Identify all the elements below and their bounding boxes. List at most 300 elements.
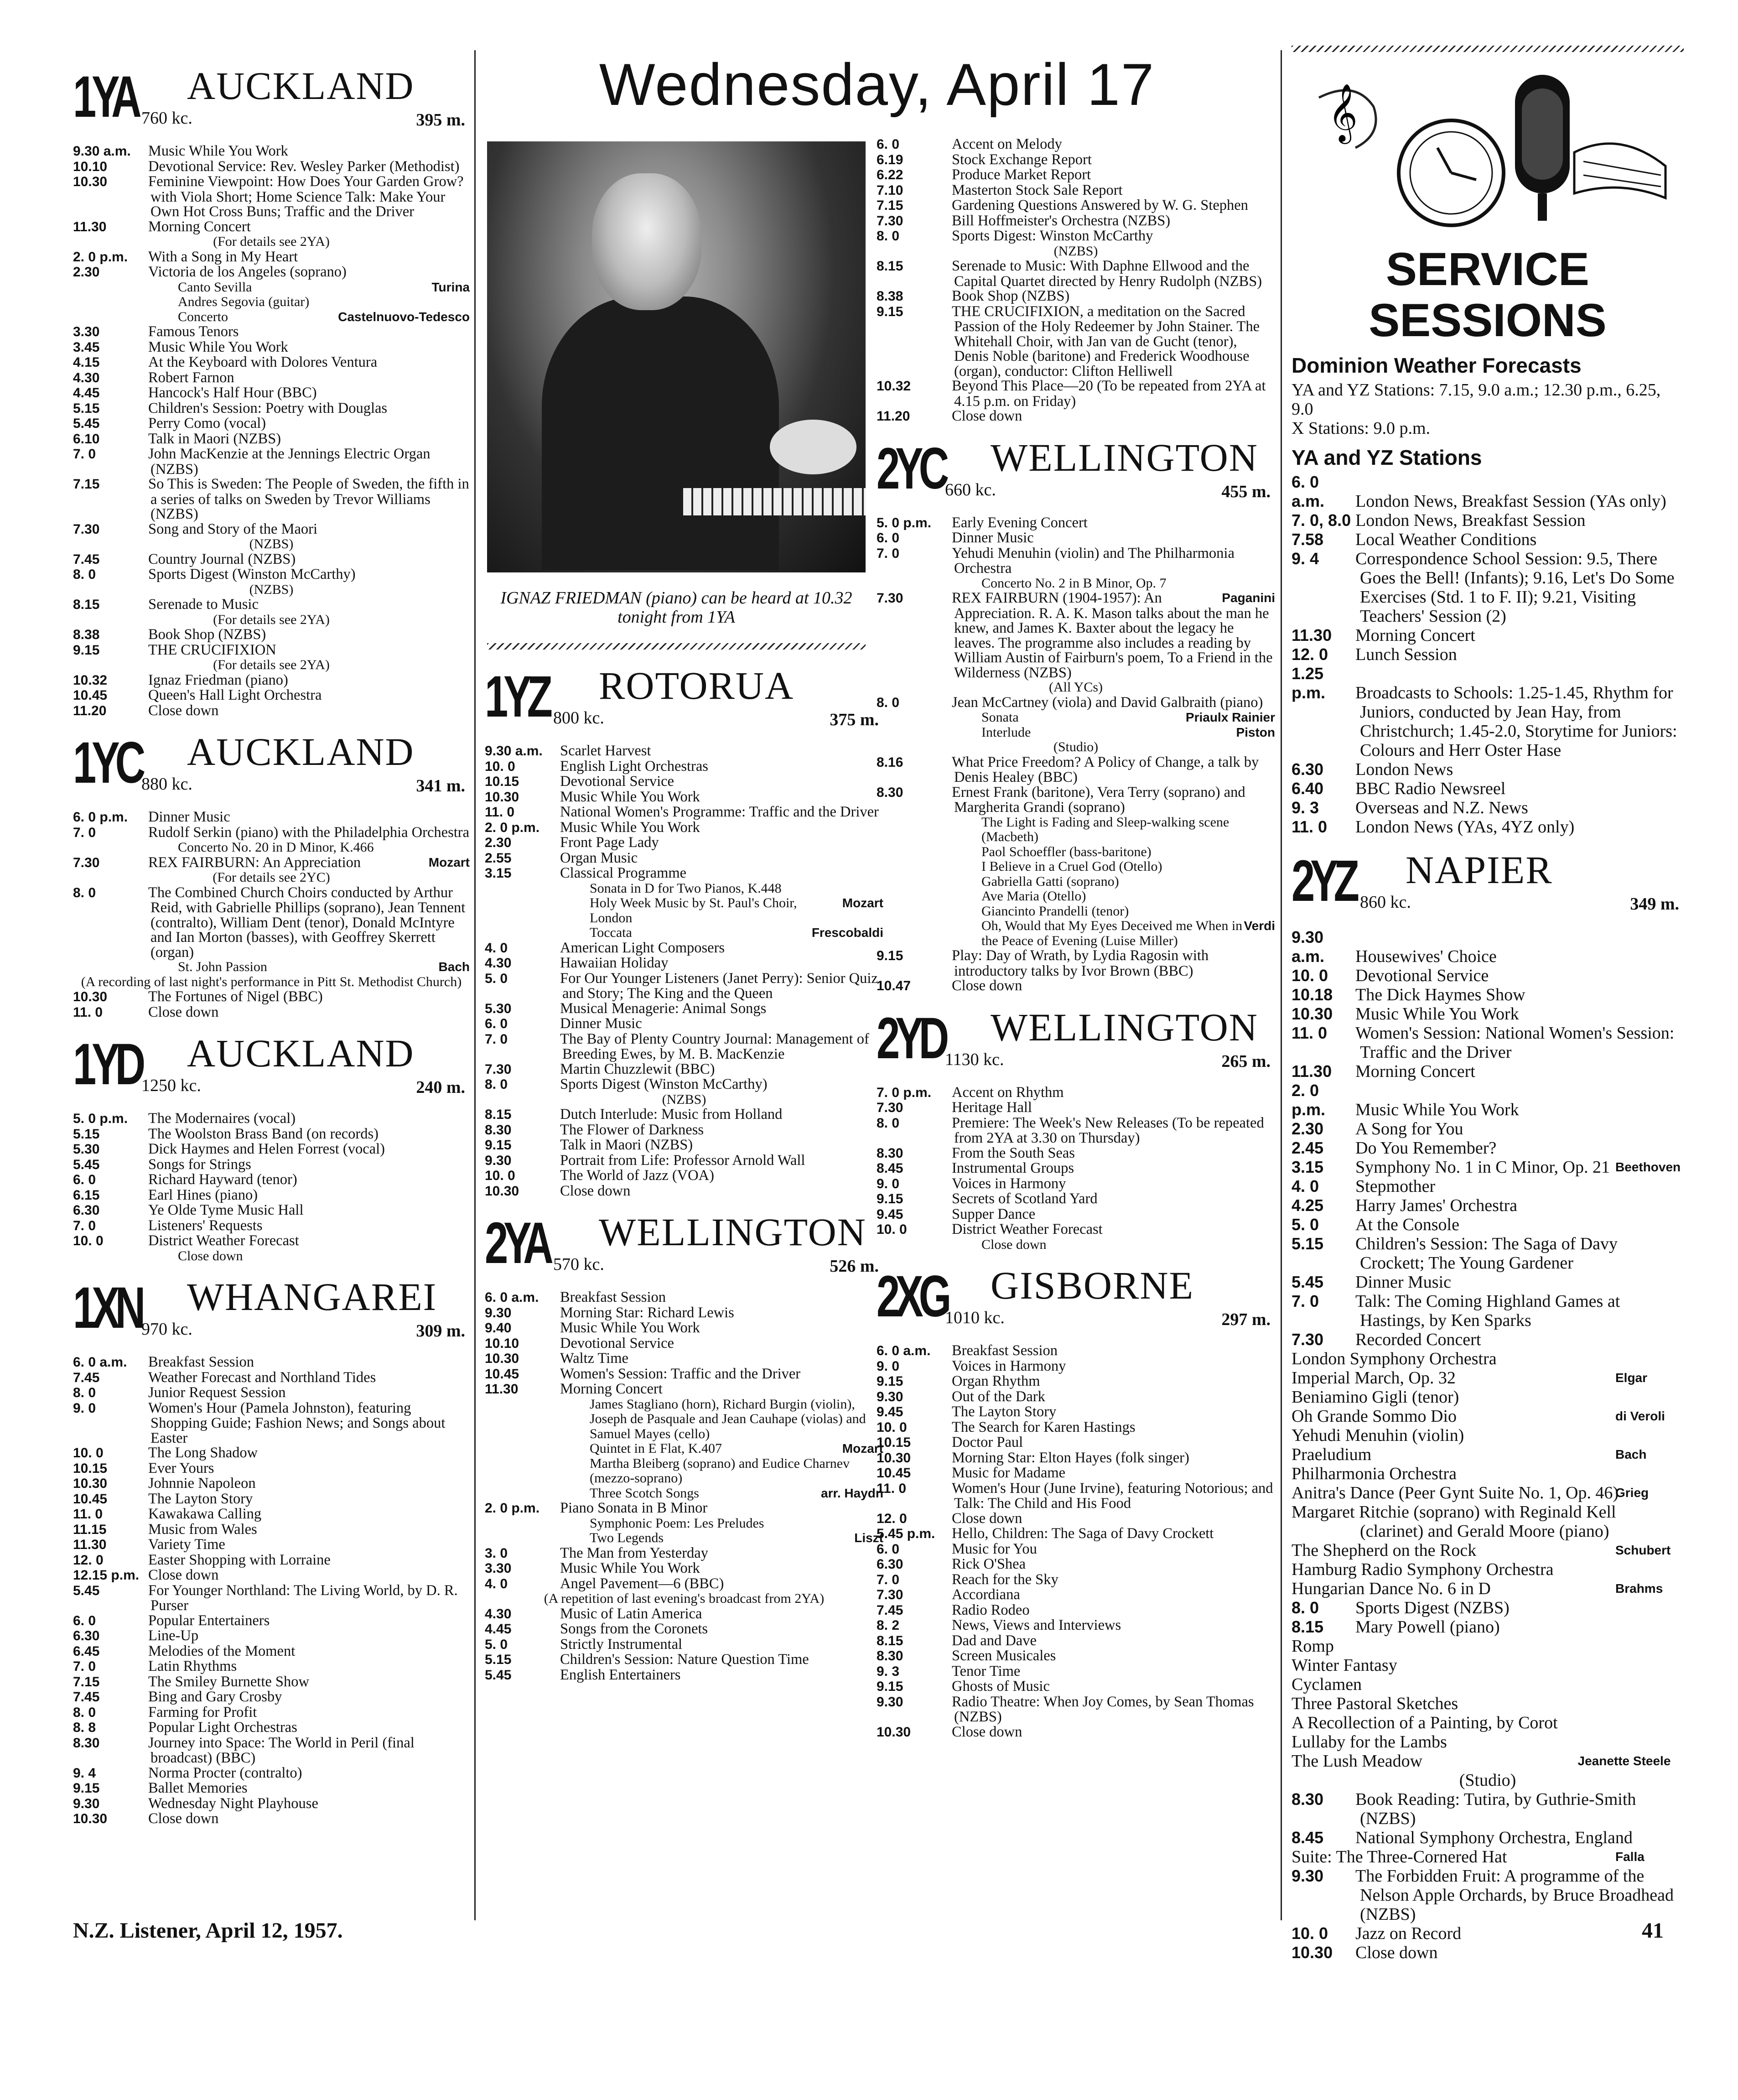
program-entry [877,1100,1275,1116]
program-title: Music from Wales [148,1521,257,1538]
column-rule-left [474,50,476,1920]
program-title: From the South Seas [952,1144,1075,1161]
program-title: For Younger Northland: The Living World, by D. R. Purser [148,1582,458,1614]
detail-text: Close down [178,1248,243,1263]
program-title: Premiere: The Week's New Releases (To be repeated from 2YA at 3.30 on Thursday) [952,1114,1264,1146]
program-detail [877,576,1275,591]
program-time: 8.15 [73,597,100,612]
program-time: 9. 0 [73,1400,96,1416]
program-title: Book Reading: Tutira, by Guthrie-Smith (NZBS) [1355,1790,1636,1828]
program-time: 7.45 [877,1602,903,1618]
program-time: 11. 0 [73,1507,103,1522]
detail-text: Concerto No. 20 in D Minor, K.466 [178,840,374,855]
program-entry [73,1218,470,1234]
program-detail [1292,1656,1684,1675]
program-entry [73,416,470,431]
program-title: National Women's Programme: Traffic and the Driver [560,804,879,820]
program-time: 9.30 [485,1153,512,1168]
composer-name: Frescobaldi [811,925,883,940]
program-entry [1292,1828,1684,1847]
station-city: GISBORNE [991,1263,1194,1307]
program-time: 9.30 a.m. [485,743,543,759]
composer-name: Piston [1236,725,1275,739]
station-city: WHANGAREI [187,1275,437,1319]
program-time: 6.30 [877,1557,903,1572]
program-time: 7.30 [877,213,903,229]
program-entry [73,567,470,582]
program-time: 9. 0 [877,1358,900,1374]
program-entry [877,695,1275,711]
photo-figure-hand [770,420,856,474]
program-time: 10.15 [73,1461,108,1476]
program-time: 5. 0 p.m. [877,515,932,530]
program-entry [485,941,883,956]
program-entry [73,1157,470,1173]
program-detail [73,1249,470,1264]
program-title: Dad and Dave [952,1632,1037,1649]
program-entry [485,866,883,881]
detail-text: Three Pastoral Sketches [1292,1694,1458,1713]
program-title: Johnnie Napoleon [148,1475,256,1492]
program-time: 7.30 [877,1100,903,1115]
program-entry [485,1305,883,1321]
program-title: The Layton Story [952,1403,1057,1420]
detail-text: Winter Fantasy [1292,1656,1397,1675]
microphone-clock-illustration [1301,61,1675,244]
composer-name: Castelnuovo-Tedesco [338,309,470,324]
program-detail [485,881,883,896]
station-call-sign: 2YC [877,436,945,501]
program-time: 12.15 p.m. [73,1568,140,1583]
program-title: Scarlet Harvest [560,743,651,759]
program-time: 6.10 [73,431,100,447]
program-title: Feminine Viewpoint: How Does Your Garden Grow? with Viola Short; Home Science Talk: Make Your Own Hot Cross Buns; Traffic and the Driver [148,173,464,220]
program-title: Dinner Music [1355,1273,1452,1292]
program-entry [1292,985,1684,1004]
program-title: Latin Rhythms [148,1658,237,1674]
program-entry [877,304,1275,379]
program-entry [877,1450,1275,1466]
program-entry [1292,511,1684,530]
program-entry [1292,760,1684,779]
program-title: The Flower of Darkness [560,1121,704,1138]
program-entry [1292,928,1684,966]
program-entry [73,1005,470,1020]
station-city: AUCKLAND [187,64,415,108]
program-entry [73,1188,470,1203]
program-title: Morning Star: Elton Hayes (folk singer) [952,1449,1189,1466]
program-time: 7.30 [73,521,100,537]
program-title: BBC Radio Newsreel [1355,779,1506,798]
column-1 [73,52,470,1827]
program-time: 9.45 [877,1206,903,1222]
detail-text: The Lush Meadow [1292,1752,1423,1771]
program-time: 8. 0 [877,695,900,710]
program-entry [877,1420,1275,1435]
program-title: Close down [952,977,1022,994]
program-time: 10.45 [877,1466,911,1481]
program-title: Wednesday Night Playhouse [148,1795,318,1812]
station-wavelength: 309 m. [416,1321,465,1341]
program-title: The Man from Yesterday [560,1544,708,1561]
program-time: 10.30 [877,1724,911,1740]
detail-text: Concerto No. 2 in B Minor, Op. 7 [981,575,1167,591]
program-entry [1292,1330,1684,1349]
station-call-sign: 2YZ [1292,848,1355,914]
program-entry [485,820,883,836]
program-title: Morning Concert [148,218,251,235]
program-list [73,144,470,718]
station-city: AUCKLAND [187,1031,415,1075]
program-time: 10.30 [485,789,519,805]
program-title: Hello, Children: The Saga of Davy Crockett [952,1525,1214,1542]
program-detail: Bach Praeludium [1292,1445,1647,1464]
program-entry [73,1445,470,1461]
program-time: 7. 0 [485,1031,508,1047]
service-top-rule [1292,46,1684,52]
program-title: Kawakawa Calling [148,1506,262,1522]
detail-text: Oh, Would that My Eyes Deceived me When in the Peace of Evening (Luise Miller) [981,918,1243,948]
program-title: Beyond This Place—20 (To be repeated from 2YA at 4.15 p.m. on Friday) [952,378,1266,410]
program-time: 9.15 [877,1191,903,1206]
program-note: (NZBS) [1053,243,1098,259]
program-time: 8.30 [877,1648,903,1663]
station-header-1yd [73,1031,470,1111]
program-title: A Song for You [1355,1119,1463,1138]
program-title: Dinner Music [560,1015,642,1032]
composer-name: Mozart [428,855,470,869]
program-time: 2.45 [1292,1138,1324,1157]
program-time: 5. 0 [485,1637,508,1652]
composer-name: Priaulx Rainier [1185,710,1275,724]
program-title: Music of Latin America [560,1605,702,1622]
program-entry [877,409,1275,424]
program-time: 10.45 [73,688,108,703]
program-detail [1292,1388,1684,1407]
program-entry [1292,549,1684,626]
program-title: Front Page Lady [560,834,659,851]
program-time: 10. 0 [73,1233,104,1248]
program-title: Bill Hoffmeister's Orchestra (NZBS) [952,212,1171,229]
program-entry [877,1542,1275,1557]
program-entry [877,229,1275,244]
program-entry [1292,1138,1684,1158]
program-entry [73,1674,470,1690]
program-detail [73,310,470,325]
program-entry [485,743,883,759]
program-entry [73,385,470,401]
program-entry [1292,1024,1684,1062]
program-title: Symphony No. 1 in C Minor, Op. 21 [1355,1158,1610,1177]
program-title: Children's Session: The Saga of Davy Crockett; The Young Gardener [1355,1234,1618,1273]
program-time: 10.30 [73,1811,108,1826]
program-title: Jazz on Record [1355,1924,1462,1943]
program-entry [485,835,883,851]
program-time: 9.15 [485,1138,512,1153]
program-time: 11.30 [485,1382,519,1397]
program-time: 11.30 [73,219,107,234]
program-title: Doctor Paul [952,1434,1023,1450]
detail-text: Lullaby for the Lambs [1292,1732,1447,1752]
program-entry [1292,1292,1684,1330]
program-time: 11.30 [1292,1062,1332,1081]
program-time: 7.10 [877,182,903,198]
station-header-2ya [485,1212,883,1290]
composer-name: Mozart [842,1441,883,1455]
detail-text: The Light is Fading and Sleep-walking scene (Macbeth) [981,814,1230,844]
program-title: Popular Light Orchestras [148,1719,297,1736]
program-title: The Bay of Plenty Country Journal: Management of Breeding Ewes, by M. B. MacKenzie [560,1030,869,1062]
station-frequency: 860 kc. [1360,893,1411,912]
program-time: 8.30 [1292,1790,1324,1809]
program-entry [877,1146,1275,1161]
program-title: Victoria de los Angeles (soprano) [148,264,347,280]
program-time: 5.45 [485,1667,512,1683]
program-entry [73,250,470,265]
program-time: 6. 0 a.m. [1292,473,1325,510]
program-entry [485,790,883,805]
detail-text: Oh Grande Sommo Dio [1292,1407,1457,1426]
station-wavelength: 349 m. [1630,894,1679,914]
program-detail [877,1237,1275,1253]
program-time: 12. 0 [1292,645,1328,664]
program-entry [1292,1177,1684,1196]
program-title: Portrait from Life: Professor Arnold Wall [560,1152,805,1169]
program-entry [1292,1215,1684,1234]
program-entry [485,1032,883,1062]
program-title: Songs from the Coronets [560,1621,708,1637]
program-title: Heritage Hall [952,1099,1032,1116]
program-entry [877,152,1275,168]
column-2 [485,652,883,1683]
program-title: Hancock's Half Hour (BBC) [148,385,317,401]
program-entry [73,1644,470,1659]
program-title: Women's Hour (Pamela Johnston), featuring Shopping Guide; Fashion News; and Songs about Easter [148,1399,446,1446]
program-title: Sports Digest: Winston McCarthy [952,228,1153,244]
program-detail: Elgar Imperial March, Op. 32 [1292,1368,1648,1388]
program-title: Book Shop (NZBS) [952,288,1070,304]
program-entry [73,431,470,447]
program-title: Journey into Space: The World in Peril (final broadcast) (BBC) [148,1734,415,1766]
program-title: Waltz Time [560,1350,628,1367]
program-time: 9.30 [1292,1866,1324,1885]
program-title: Ghosts of Music [952,1678,1050,1695]
program-time: 2.30 [1292,1119,1324,1138]
program-time: 5.45 [1292,1273,1324,1291]
program-title: Screen Musicales [952,1648,1056,1664]
program-title: Morning Concert [1355,626,1475,645]
program-list [877,515,1275,994]
station-call-sign: 2YA [485,1211,549,1276]
program-time: 6.15 [73,1187,100,1203]
program-title: London News, Breakfast Session [1355,511,1586,530]
program-detail: Brahms Hungarian Dance No. 6 in D [1292,1579,1663,1598]
program-detail [485,1441,883,1456]
detail-text: Cyclamen [1292,1675,1362,1694]
program-entry [485,1652,883,1668]
program-time: 9.30 a.m. [1292,928,1325,966]
program-entry [485,1546,883,1561]
program-entry [73,219,470,235]
station-wavelength: 375 m. [830,710,879,729]
program-time: 10. 0 [877,1419,907,1435]
program-entry [73,1492,470,1507]
program-entry [485,1184,883,1199]
photo-figure-face [592,173,701,310]
program-time: 4. 0 [485,1576,508,1591]
program-time: 3.45 [73,339,100,355]
program-time: 9.40 [485,1320,512,1336]
program-entry [73,1355,470,1370]
program-title: Listeners' Requests [148,1217,263,1234]
program-entry [485,1576,883,1592]
program-title: Produce Market Report [952,166,1091,183]
detail-text: Beniamino Gigli (tenor) [1292,1388,1459,1407]
program-time: 10. 0 [73,1445,104,1461]
program-title: Robert Farnon [148,369,234,386]
program-time: 8. 0 [73,567,96,582]
program-title: Instrumental Groups [952,1160,1074,1176]
program-time: 10.45 [485,1366,519,1382]
detail-text: I Believe in a Cruel God (Otello) [981,859,1162,874]
program-title: Women's Session: National Women's Session: Traffic and the Driver [1355,1024,1675,1062]
program-title: Close down [560,1182,631,1199]
napier-listing [1292,850,1684,1962]
program-time: 5.45 [73,1583,100,1598]
program-entry [485,1320,883,1336]
program-time: 11.20 [73,703,107,718]
program-time: 8.45 [1292,1828,1324,1847]
program-entry [73,673,470,688]
program-title: Richard Hayward (tenor) [148,1171,297,1188]
program-title: Country Journal (NZBS) [148,551,296,567]
program-entry [877,1618,1275,1633]
program-detail [1292,1675,1684,1694]
detail-text: Anitra's Dance (Peer Gynt Suite No. 1, Op. 46) [1292,1483,1619,1502]
program-entry [485,1668,883,1683]
program-time: 9.30 [73,1796,100,1811]
program-title: Masterton Stock Sale Report [952,182,1123,198]
program-entry [1292,1866,1684,1924]
program-entry [1292,645,1684,664]
caption-divider [487,643,866,650]
station-frequency: 880 kc. [141,775,192,794]
program-entry [877,591,1275,680]
station-city: ROTORUA [599,664,794,707]
program-title: Voices in Harmony [952,1175,1066,1192]
program-title: For Our Younger Listeners (Janet Perry): Senior Quiz and Story; The King and the Queen [560,970,878,1002]
program-title: Children's Session: Nature Question Time [560,1651,809,1668]
program-title: Hawaiian Holiday [560,955,669,971]
program-title: Earl Hines (piano) [148,1186,258,1203]
station-header-1yz [485,666,883,743]
program-note: (Studio) [1053,739,1099,754]
program-title: Melodies of the Moment [148,1643,296,1659]
program-time: 11.30 [73,1537,107,1552]
program-time: 5.15 [73,1126,100,1142]
program-detail [485,925,883,941]
program-entry [73,1720,470,1736]
program-entry [73,324,470,340]
program-entry [73,144,470,159]
program-detail [1292,1713,1684,1732]
program-time: 10.30 [1292,1943,1333,1962]
program-detail [1292,1426,1684,1445]
program-time: 6. 0 a.m. [877,1343,931,1358]
program-time: 11.30 [1292,626,1332,645]
program-entry [877,948,1275,978]
program-time: 6. 0 [73,1172,96,1187]
program-time: 6. 0 [877,1541,900,1557]
photo-caption: IGNAZ FRIEDMAN (piano) can be heard at 10.32 tonight from 1YA [500,588,852,627]
composer-name: Verdi [1244,919,1275,933]
program-detail: Grieg Anitra's Dance (Peer Gynt Suite No. 1, Op. 46) [1292,1483,1649,1502]
detail-text: Yehudi Menuhin (violin) [1292,1426,1464,1445]
program-time: 9. 4 [1292,549,1319,568]
program-time: 7.30 [73,855,100,870]
program-title: Jean McCartney (viola) and David Galbraith (piano) [952,694,1263,711]
station-header-1ya [73,66,470,144]
program-entry [73,1370,470,1386]
detail-text: Margaret Ritchie (soprano) with Reginald Kell (clarinet) and Gerald Moore (piano) [1292,1502,1616,1541]
program-list [73,1355,470,1827]
program-title: English Entertainers [560,1666,681,1683]
program-entry [1292,1790,1684,1828]
program-title: Queen's Hall Light Orchestra [148,687,322,703]
program-title: Variety Time [148,1536,225,1553]
program-title: Ernest Frank (baritone), Vera Terry (soprano) and Margherita Grandi (soprano) [952,784,1245,816]
program-entry [485,1501,883,1516]
program-time: 8.16 [877,754,903,770]
program-entry [73,159,470,175]
program-time: 8.45 [877,1161,903,1176]
station-wavelength: 455 m. [1221,482,1271,501]
program-title: Close down [952,1723,1022,1740]
program-note: (Studio) [1459,1771,1516,1790]
program-title: Talk in Maori (NZBS) [560,1137,693,1153]
program-entry [73,401,470,416]
station-frequency: 760 kc. [141,109,192,128]
program-detail [877,874,1275,889]
program-title: So This is Sweden: The People of Sweden, the fifth in a series of talks on Sweden by Trevor Williams (NZBS) [148,476,469,522]
program-entry [1292,626,1684,645]
program-detail [485,1531,883,1546]
program-title: Popular Entertainers [148,1612,270,1629]
program-detail: Falla Suite: The Three-Cornered Hat [1292,1847,1645,1866]
program-title: Piano Sonata in B Minor [560,1500,708,1516]
station-call-sign: 1YZ [485,664,548,729]
program-entry [485,1382,883,1397]
service-sessions-column [1292,46,1684,1962]
program-entry [485,1077,883,1092]
program-title: With a Song in My Heart [148,248,298,265]
program-detail [485,1397,883,1442]
program-detail [485,1486,883,1501]
column-rule-right [1281,50,1282,1920]
program-note: (NZBS) [662,1092,706,1107]
program-title: Mary Powell (piano) [1355,1617,1500,1637]
program-time: 10. 0 [485,759,515,774]
program-time: 7.15 [73,477,100,492]
program-time: 8. 0 [73,1385,96,1400]
program-time: 8. 0 [73,885,96,900]
program-entry [877,546,1275,576]
program-entry [877,1389,1275,1405]
program-entry [73,1461,470,1476]
program-title: Dick Haymes and Helen Forrest (vocal) [148,1141,385,1157]
program-entry [485,1062,883,1077]
program-detail [73,840,470,855]
